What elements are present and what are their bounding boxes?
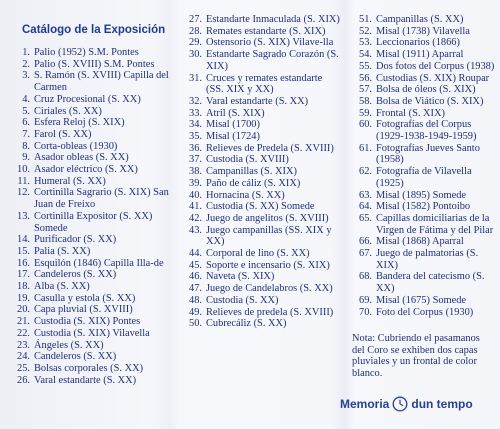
item-number: 39. xyxy=(189,177,202,189)
item-number: 57. xyxy=(359,84,372,96)
list-item xyxy=(346,201,498,213)
item-number: 17. xyxy=(17,269,30,281)
list-item xyxy=(4,176,170,188)
list-item xyxy=(4,211,170,234)
item-text: Cruz Procesional (S. XX) xyxy=(34,93,141,105)
item-text: Misal (1895) Somede xyxy=(376,189,467,201)
item-number: 51. xyxy=(359,14,372,25)
item-text: S. Ramón (S. XVIII) Capilla del Carmen xyxy=(34,70,169,94)
list-item xyxy=(4,117,170,129)
list-item xyxy=(346,61,498,73)
item-text: Juego de palmatorias (S. XIX) xyxy=(376,248,479,271)
item-number: 61. xyxy=(359,142,372,154)
item-number: 15. xyxy=(17,245,30,257)
list-item xyxy=(176,271,342,283)
item-text: Campanillas (S. XIX) xyxy=(206,166,297,178)
item-text: Custodia (S. XX) Somede xyxy=(206,201,315,213)
list-item xyxy=(176,96,342,108)
list-item xyxy=(4,351,170,363)
item-number: 56. xyxy=(359,72,372,84)
item-number: 54. xyxy=(359,49,372,61)
list-item xyxy=(346,73,498,85)
brand-logo xyxy=(340,396,473,412)
item-text: Bolsa de óleos (S. XIX) xyxy=(376,84,476,96)
list-item xyxy=(346,26,498,38)
item-text: Cortinilla Expositor (S. XX) Somede xyxy=(34,210,153,234)
item-text: Misal (1911) Aparral xyxy=(376,49,464,61)
item-text: Custodia (S. XX) xyxy=(206,294,279,306)
item-text: Juego campanillas (SS. XIX y XX) xyxy=(206,224,332,248)
item-number: 37. xyxy=(189,154,202,166)
item-number: 30. xyxy=(189,49,202,61)
list-item xyxy=(176,26,342,38)
item-text: Bandera del catecismo (S. XX) xyxy=(376,271,485,295)
list-item xyxy=(4,304,170,316)
item-number: 38. xyxy=(189,166,202,178)
list-item xyxy=(176,213,342,225)
item-number: 21. xyxy=(17,316,30,328)
item-number: 12. xyxy=(17,187,30,199)
list-item xyxy=(4,375,170,387)
item-text: Leccionarios (1866) xyxy=(376,37,460,49)
list-item xyxy=(4,59,170,71)
list-item xyxy=(346,190,498,202)
item-text: Varal estandarte (S. XX) xyxy=(34,374,137,386)
list-item xyxy=(176,166,342,178)
brand-text-right: dun tempo xyxy=(411,397,473,411)
item-text: Esfera Reloj (S. XIX) xyxy=(34,117,125,129)
item-number: 4. xyxy=(22,93,30,105)
item-text: Custodia (S. XVIII) xyxy=(206,154,289,166)
item-number: 47. xyxy=(189,283,202,295)
list-item xyxy=(176,190,342,202)
list-item xyxy=(4,164,170,176)
item-number: 16. xyxy=(17,257,30,269)
list-item xyxy=(176,37,342,49)
item-text: Frontal (S. XIX) xyxy=(376,107,445,119)
list-item xyxy=(346,14,498,26)
item-text: Soporte e incensario (S. XIX) xyxy=(206,259,330,271)
item-text: Custodia (S. XIX) Pontes xyxy=(34,316,141,328)
item-number: 6. xyxy=(22,117,30,129)
item-number: 55. xyxy=(359,60,372,72)
item-number: 13. xyxy=(17,210,30,222)
list-item xyxy=(346,166,498,189)
list-item xyxy=(176,143,342,155)
list-item xyxy=(346,271,498,294)
item-text: Juego de angelitos (S. XVIII) xyxy=(206,212,329,224)
item-text: Candeleros (S. XX) xyxy=(34,351,117,363)
list-item xyxy=(346,236,498,248)
item-number: 5. xyxy=(22,105,30,117)
list-item xyxy=(346,49,498,61)
item-number: 59. xyxy=(359,107,372,119)
catalog-list-3 xyxy=(346,14,498,318)
list-item xyxy=(4,47,170,59)
item-number: 36. xyxy=(189,142,202,154)
list-item xyxy=(176,295,342,307)
item-number: 41. xyxy=(189,201,202,213)
item-number: 10. xyxy=(17,164,30,176)
item-number: 53. xyxy=(359,37,372,49)
item-number: 33. xyxy=(189,107,202,119)
list-item xyxy=(4,316,170,328)
item-number: 68. xyxy=(359,271,372,283)
item-number: 35. xyxy=(189,131,202,143)
item-number: 3. xyxy=(22,70,30,82)
list-item xyxy=(4,246,170,258)
item-text: Asador obleas (S. XX) xyxy=(34,152,129,164)
item-text: Relieves de Predela (S. XVIII) xyxy=(206,142,334,154)
item-text: Casulla y estola (S. XX) xyxy=(34,292,136,304)
item-number: 27. xyxy=(189,14,202,25)
list-item xyxy=(4,363,170,375)
item-number: 44. xyxy=(189,248,202,260)
list-item xyxy=(176,248,342,260)
item-text: Palia (S. XX) xyxy=(34,245,91,257)
item-text: Custodia (S. XIX) Vilavella xyxy=(34,327,150,339)
item-text: Custodias (S. XIX) Roupar xyxy=(376,72,490,84)
list-item xyxy=(4,94,170,106)
item-text: Juego de Candelabros (S. XX) xyxy=(206,283,333,295)
item-number: 42. xyxy=(189,212,202,224)
item-number: 60. xyxy=(359,119,372,131)
item-number: 50. xyxy=(189,318,202,330)
item-number: 22. xyxy=(17,327,30,339)
item-number: 25. xyxy=(17,362,30,374)
list-item xyxy=(176,307,342,319)
item-number: 23. xyxy=(17,339,30,351)
list-item xyxy=(176,131,342,143)
item-number: 31. xyxy=(189,72,202,84)
list-item xyxy=(4,234,170,246)
item-text: Estandarte Inmaculada (S. XIX) xyxy=(206,14,340,25)
list-item xyxy=(176,14,342,26)
item-text: Dos fotos del Corpus (1938) xyxy=(376,60,495,72)
item-text: Campanillas (S. XX) xyxy=(376,14,464,25)
item-number: 65. xyxy=(359,212,372,224)
item-number: 29. xyxy=(189,37,202,49)
item-text: Misal (1724) xyxy=(206,131,260,143)
item-text: Corta-obleas (1930) xyxy=(34,140,118,152)
list-item xyxy=(346,84,498,96)
item-text: Alba (S. XX) xyxy=(34,281,90,293)
item-number: 66. xyxy=(359,236,372,248)
item-text: Bolsas corporales (S. XX) xyxy=(34,362,144,374)
item-number: 52. xyxy=(359,25,372,37)
list-item xyxy=(346,213,498,236)
list-item xyxy=(4,187,170,210)
item-number: 70. xyxy=(359,306,372,318)
item-text: Paño de cáliz (S. XIX) xyxy=(206,177,301,189)
item-number: 20. xyxy=(17,304,30,316)
item-text: Purificador (S. XX) xyxy=(34,234,117,246)
item-text: Ángeles (S. XX) xyxy=(34,339,104,351)
list-item xyxy=(4,281,170,293)
clock-icon xyxy=(392,396,408,412)
list-item xyxy=(4,129,170,141)
list-item xyxy=(4,328,170,340)
item-number: 9. xyxy=(22,152,30,164)
item-text: Hornacina (S. XX) xyxy=(206,189,285,201)
list-item xyxy=(4,70,170,93)
list-item xyxy=(176,108,342,120)
item-text: Palio (S. XVIII) S.M. Pontes xyxy=(34,58,155,70)
list-item xyxy=(346,37,498,49)
catalog-list-1 xyxy=(4,47,170,386)
item-number: 69. xyxy=(359,294,372,306)
list-item xyxy=(176,283,342,295)
list-item xyxy=(4,141,170,153)
item-text: Humeral (S. XX) xyxy=(34,175,106,187)
list-item xyxy=(4,340,170,352)
item-text: Fotografías del Corpus (1929-1938-1949-1959) xyxy=(376,119,477,143)
item-number: 67. xyxy=(359,248,372,260)
item-text: Cortinilla Sagrario (S. XIX) San Juan de Freixo xyxy=(34,187,169,211)
brand-text-left: Memoria xyxy=(340,397,390,411)
item-number: 64. xyxy=(359,201,372,213)
item-number: 11. xyxy=(17,175,30,187)
item-text: Candeleros (S. XX) xyxy=(34,269,117,281)
item-number: 45. xyxy=(189,259,202,271)
item-number: 40. xyxy=(189,189,202,201)
item-text: Capillas domiciliarias de la Virgen de Fátima y del Pilar xyxy=(376,212,494,236)
list-item xyxy=(4,269,170,281)
list-item xyxy=(176,119,342,131)
item-text: Misal (1675) Somede xyxy=(376,294,467,306)
item-number: 62. xyxy=(359,166,372,178)
list-item xyxy=(346,143,498,166)
item-text: Farol (S. XX) xyxy=(34,128,92,140)
item-text: Cruces y remates estandarte (SS. XIX y XX) xyxy=(206,72,323,96)
item-text: Cubrecáliz (S. XX) xyxy=(206,318,287,330)
item-number: 8. xyxy=(22,140,30,152)
item-number: 43. xyxy=(189,224,202,236)
item-text: Estandarte Sagrado Corazón (S. XIX) xyxy=(206,49,339,72)
item-text: Capa pluvial (S. XVIII) xyxy=(34,304,133,316)
item-number: 1. xyxy=(22,47,30,58)
exhibit-note: Nota: Cubriendo el pasamanos del Coro se exhiben dos capas pluviales y un frontal de color blanco. xyxy=(352,333,480,380)
item-number: 26. xyxy=(17,374,30,386)
item-text: Fotografía de Vilavella (1925) xyxy=(376,166,472,189)
list-item xyxy=(346,307,498,319)
catalog-title: Catálogo de la Exposición xyxy=(22,24,166,36)
list-item xyxy=(4,152,170,164)
item-number: 32. xyxy=(189,95,202,107)
item-number: 34. xyxy=(189,119,202,131)
list-item xyxy=(346,295,498,307)
item-number: 48. xyxy=(189,294,202,306)
list-item xyxy=(176,154,342,166)
item-number: 19. xyxy=(17,292,30,304)
item-text: Ostensorio (S. XIX) Vilave-lla xyxy=(206,37,334,49)
list-item xyxy=(176,49,342,72)
item-text: Esquilón (1846) Capilla Illa-de xyxy=(34,257,164,269)
list-item xyxy=(176,201,342,213)
item-text: Naveta (S. XIX) xyxy=(206,271,275,283)
item-text: Relieves de predela (S. XVIII) xyxy=(206,306,334,318)
list-item xyxy=(4,106,170,118)
list-item xyxy=(176,318,342,330)
item-text: Remates estandarte (S. XIX) xyxy=(206,25,326,37)
item-number: 28. xyxy=(189,25,202,37)
item-number: 58. xyxy=(359,95,372,107)
item-number: 18. xyxy=(17,281,30,293)
item-number: 2. xyxy=(22,58,30,70)
item-number: 46. xyxy=(189,271,202,283)
list-item xyxy=(4,258,170,270)
item-number: 49. xyxy=(189,306,202,318)
item-text: Fotografías Jueves Santo (1958) xyxy=(376,142,480,166)
item-number: 24. xyxy=(17,351,30,363)
list-item xyxy=(4,293,170,305)
list-item xyxy=(176,225,342,248)
item-text: Misal (1738) Vilavella xyxy=(376,25,470,37)
item-text: Varal estandarte (S. XX) xyxy=(206,95,309,107)
list-item xyxy=(176,73,342,96)
list-item xyxy=(346,96,498,108)
item-text: Bolsa de Viático (S. XIX) xyxy=(376,95,484,107)
item-text: Atril (S. XIX) xyxy=(206,107,265,119)
catalog-list-2 xyxy=(176,14,342,330)
item-text: Palio (1952) S.M. Pontes xyxy=(34,47,139,58)
item-text: Misal (1582) Pontoibo xyxy=(376,201,471,213)
item-number: 14. xyxy=(17,234,30,246)
list-item xyxy=(176,260,342,272)
item-number: 63. xyxy=(359,189,372,201)
item-text: Corporal de lino (S. XX) xyxy=(206,248,310,260)
item-number: 7. xyxy=(22,128,30,140)
list-item xyxy=(346,108,498,120)
item-text: Asador eléctrico (S. XX) xyxy=(34,164,138,176)
list-item xyxy=(346,119,498,142)
item-text: Misal (1868) Aparral xyxy=(376,236,464,248)
item-text: Misal (1700) xyxy=(206,119,260,131)
item-text: Foto del Corpus (1930) xyxy=(376,306,474,318)
list-item xyxy=(346,248,498,271)
item-text: Ciriales (S. XX) xyxy=(34,105,102,117)
list-item xyxy=(176,178,342,190)
